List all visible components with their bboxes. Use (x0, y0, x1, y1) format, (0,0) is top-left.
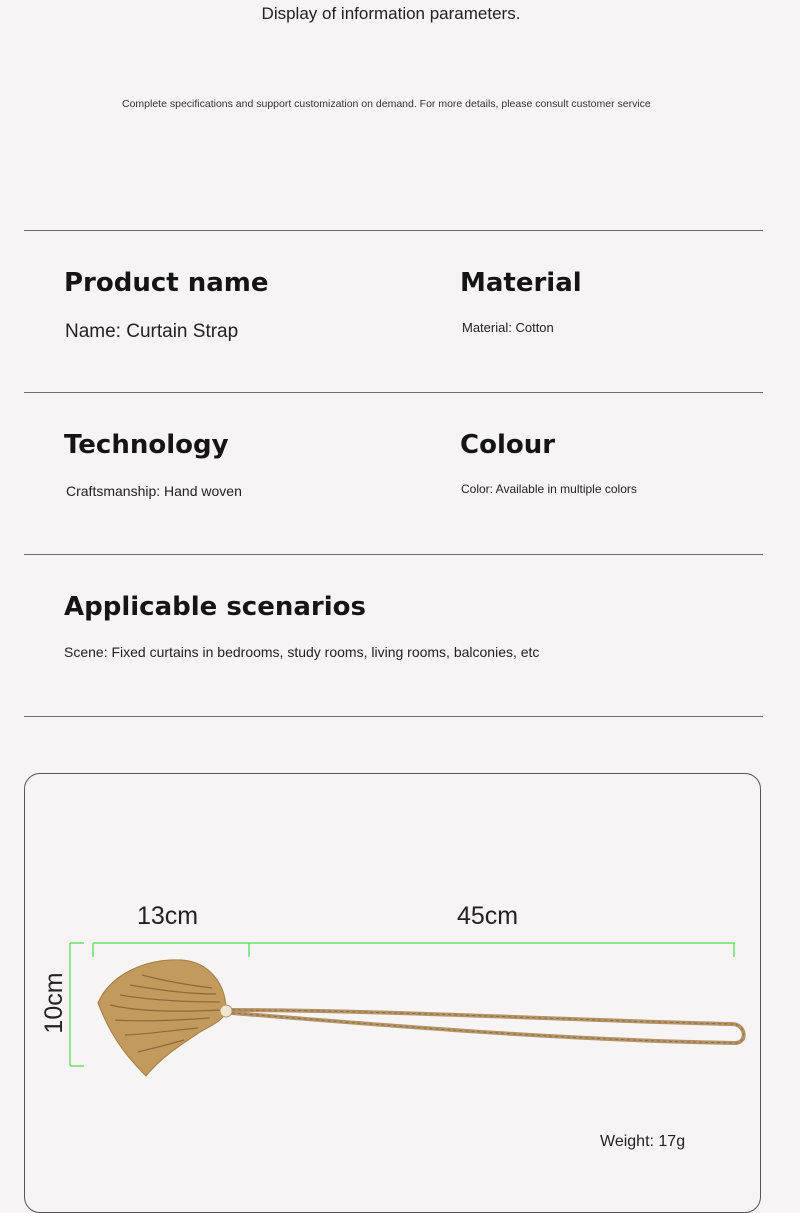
rope-length-label: 45cm (457, 902, 519, 930)
scenarios-heading: Applicable scenarios (64, 592, 366, 622)
tassel-width-label: 13cm (137, 902, 199, 930)
product-name-heading: Product name (64, 268, 269, 298)
technology-heading: Technology (64, 430, 229, 460)
product-name-value: Name: Curtain Strap (65, 321, 239, 342)
scenarios-value: Scene: Fixed curtains in bedrooms, study rooms, living rooms, balconies, etc (64, 644, 540, 660)
wooden-bead (220, 1005, 232, 1017)
rope-loop (232, 1010, 744, 1043)
colour-value: Color: Available in multiple colors (461, 482, 637, 496)
rope (232, 1010, 744, 1043)
material-heading: Material (460, 268, 582, 298)
material-value: Material: Cotton (462, 320, 554, 335)
page-title: Display of information parameters. (261, 4, 521, 23)
colour-heading: Colour (460, 430, 556, 460)
intro-text: Complete specifications and support customization on demand. For more details, please consult customer service (122, 98, 651, 110)
height-label: 10cm (40, 972, 68, 1034)
weight-label: Weight: 17g (600, 1133, 686, 1150)
technology-value: Craftsmanship: Hand woven (66, 483, 242, 499)
tassel-leaf (98, 960, 232, 1076)
